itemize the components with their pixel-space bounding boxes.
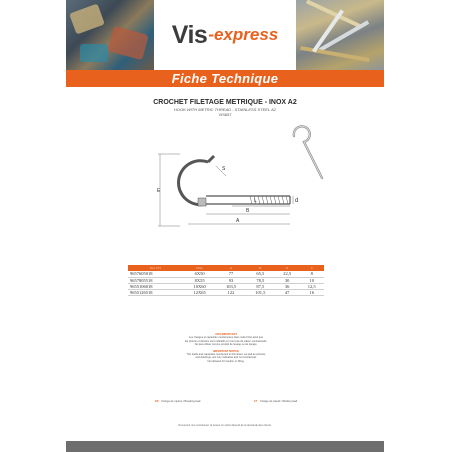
legend-symbol: CT — [253, 400, 258, 403]
cell-s: 10 — [299, 277, 324, 283]
header — [66, 0, 384, 70]
header-ref: Ref VIS — [128, 265, 183, 271]
legend-label: Charge de travail / Working load — [260, 400, 298, 403]
hook-product-photo — [290, 124, 330, 184]
dim-label-l: L — [254, 198, 257, 204]
cell-b: 87,5 — [246, 283, 275, 289]
brand-suffix: -express — [208, 25, 279, 44]
cell-s: 8 — [299, 271, 324, 277]
important-notice — [128, 333, 324, 363]
notice-line: Not allowed for traction or lifting. — [207, 359, 245, 363]
legend-label: Charge de rupture / Breaking load — [161, 400, 201, 403]
header-e: E — [275, 265, 300, 271]
footer-bar — [66, 441, 384, 452]
cell-dim: 10X60 — [183, 283, 217, 289]
cell-b: 78,5 — [246, 277, 275, 283]
cell-ref: 9655106018 — [128, 283, 183, 289]
notice-head-fr: AVIS IMPORTANT — [215, 333, 237, 336]
cell-a: 103,5 — [216, 283, 245, 289]
cell-s: 12,5 — [299, 283, 324, 289]
notice-line: and drawings, are only indicative and not contractual. — [195, 356, 257, 360]
fiche-technique-banner — [66, 70, 384, 87]
header-b: B — [246, 265, 275, 271]
cell-a: 77 — [216, 271, 245, 277]
product-subtitle: HOOK WITH METRIC THREAD - STAINLESS STEEL A2 — [174, 107, 276, 112]
dim-label-s: S — [222, 166, 226, 172]
notice-head-en: IMPORTANT NOTICE — [213, 349, 239, 353]
notice-line: Les charges et capacités mentionnées dans cette fiche ainsi que — [188, 336, 264, 340]
notice-line: The loads and capacities mentioned in this sheet, as well as pictures — [186, 353, 266, 357]
brand-name: Vis — [171, 20, 208, 49]
dim-label-e: E — [157, 188, 161, 194]
header-dim: Dim. — [183, 265, 217, 271]
cell-dim: 12X65 — [183, 289, 217, 295]
dim-label-a: A — [236, 218, 240, 224]
product-ref: VIS657 — [218, 112, 232, 117]
product-title: CROCHET FILETAGE METRIQUE - INOX A2 — [153, 99, 297, 106]
legend-item — [254, 400, 297, 403]
table-row — [128, 289, 324, 295]
cell-e: 47 — [275, 289, 300, 295]
cell-e: 22,5 — [275, 271, 300, 277]
cell-b: 65,5 — [246, 271, 275, 277]
banner-label: Fiche Technique — [171, 71, 279, 86]
header-photo-screws — [296, 0, 384, 70]
header-photo-tools — [66, 0, 154, 70]
cell-b: 101,5 — [246, 289, 275, 295]
cell-a: 93 — [216, 277, 245, 283]
header-s: S — [299, 265, 324, 271]
cell-e: 36 — [275, 283, 300, 289]
cell-a: 122 — [216, 289, 245, 295]
dim-label-b: B — [246, 208, 250, 214]
dim-label-d: d — [295, 198, 299, 204]
footer-disclaimer: Document non contractuel, la teneur en stock dépend de la demande des clients. — [178, 424, 272, 427]
cell-ref: 9657605018 — [128, 271, 183, 277]
legend-item — [155, 400, 201, 403]
header-a: A — [216, 265, 245, 271]
cell-dim: 8X55 — [183, 277, 217, 283]
cell-ref: 9657805518 — [128, 277, 183, 283]
cell-dim: 6X50 — [183, 271, 217, 277]
legend-symbol: CR — [154, 400, 159, 403]
load-legend — [128, 400, 324, 403]
cell-s: 16 — [299, 289, 324, 295]
brand-logo[interactable] — [154, 0, 296, 70]
cell-e: 30 — [275, 277, 300, 283]
dimensions-table — [128, 265, 324, 296]
notice-line: les photos et dessins sont indicatifs et n'ont pas de valeur contractuelle. — [184, 339, 268, 343]
cell-ref: 9655126518 — [128, 289, 183, 295]
notice-line: Ne pas utiliser comme produit de levage ou de levage. — [194, 343, 258, 347]
